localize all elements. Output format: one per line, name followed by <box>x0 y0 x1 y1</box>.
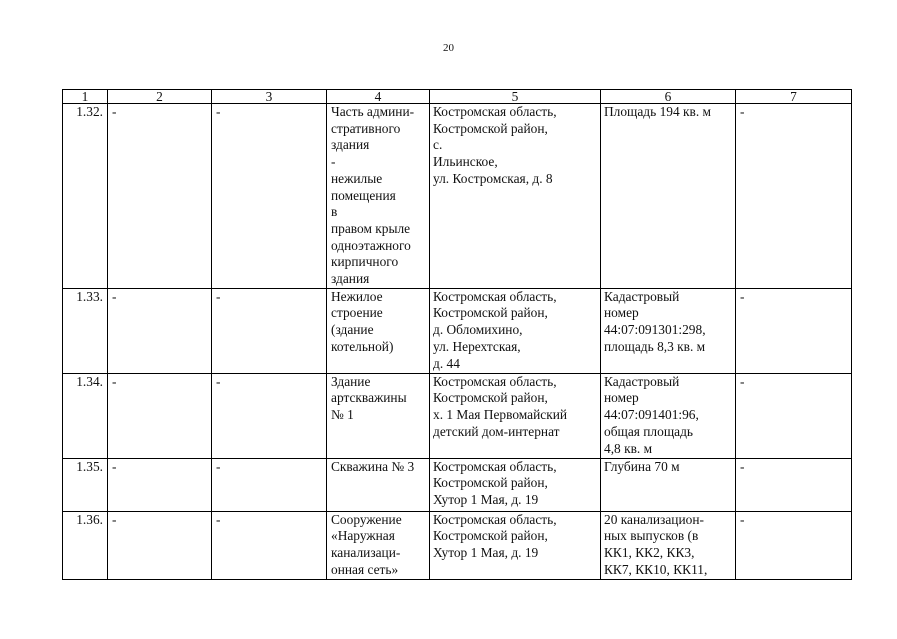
cell-object-name <box>327 511 430 579</box>
address-line: Костромская область, <box>433 373 557 389</box>
name-line: Здание <box>331 373 371 389</box>
address-line: Костромской район, <box>433 390 548 406</box>
cell-description <box>601 511 736 579</box>
table-row <box>63 458 852 511</box>
address-line: Ильинское, <box>433 154 498 170</box>
description-line: ных выпусков (в <box>604 528 699 544</box>
cell-object-name <box>327 288 430 373</box>
cell-object-name <box>327 104 430 289</box>
description-line: Кадастровый <box>604 373 680 389</box>
cell-address <box>430 458 601 511</box>
cell-col7: - <box>736 458 852 511</box>
name-line: правом крыле <box>331 220 411 236</box>
cell-col2: - <box>108 511 212 579</box>
cell-description <box>601 458 736 511</box>
header-col-6: 6 <box>601 90 736 104</box>
cell-address <box>430 104 601 289</box>
cell-object-name <box>327 458 430 511</box>
cell-col7: - <box>736 511 852 579</box>
cell-col2: - <box>108 288 212 373</box>
cell-address <box>430 511 601 579</box>
name-line: нежилые <box>331 170 383 186</box>
address-line-wrap <box>433 137 597 170</box>
cell-description <box>601 373 736 458</box>
address-line: ул. Нерехтская, <box>433 338 521 354</box>
name-line: онная сеть» <box>331 561 399 577</box>
address-line: Костромская область, <box>433 458 557 474</box>
cell-col3: - <box>212 104 327 289</box>
cell-address <box>430 373 601 458</box>
address-line: Костромская область, <box>433 104 557 119</box>
name-in: в <box>331 204 338 220</box>
property-table <box>62 89 852 580</box>
table-row <box>63 511 852 579</box>
cell-description <box>601 104 736 289</box>
name-line: котельной) <box>331 338 394 354</box>
cell-description <box>601 288 736 373</box>
table-row <box>63 288 852 373</box>
description-line: КК1, КК2, КК3, <box>604 545 695 561</box>
description-line: Площадь 194 кв. м <box>604 104 712 119</box>
address-line: Костромская область, <box>433 511 557 527</box>
name-line: строение <box>331 305 383 321</box>
cell-col7: - <box>736 373 852 458</box>
header-col-3: 3 <box>212 90 327 104</box>
address-line: Костромской район, <box>433 528 548 544</box>
description-line: Глубина 70 м <box>604 458 680 474</box>
address-line: Хутор 1 Мая, д. 19 <box>433 492 539 508</box>
address-line: Костромская область, <box>433 288 557 304</box>
description-line: общая площадь <box>604 423 693 439</box>
address-line: Костромской район, <box>433 305 548 321</box>
name-line: помещения <box>331 187 396 203</box>
address-line: х. 1 Мая Первомайский <box>433 407 568 423</box>
name-line: Часть админи- <box>331 104 415 119</box>
address-line: Костромской район, <box>433 120 548 136</box>
cell-col2: - <box>108 373 212 458</box>
cell-col3: - <box>212 458 327 511</box>
header-col-2: 2 <box>108 90 212 104</box>
header-col-5: 5 <box>430 90 601 104</box>
description-line: КК7, КК10, КК11, <box>604 561 708 577</box>
description-line: 44:07:091401:96, <box>604 407 699 423</box>
name-line: № 1 <box>331 407 354 423</box>
address-line: с. <box>433 137 443 153</box>
cell-address <box>430 288 601 373</box>
name-line: канализаци- <box>331 545 401 561</box>
name-line: Сооружение <box>331 511 402 527</box>
cell-col2: - <box>108 458 212 511</box>
name-line-wrap <box>331 188 426 221</box>
header-row <box>63 90 852 104</box>
cell-object-name <box>327 373 430 458</box>
address-line: ул. Костромская, д. 8 <box>433 170 553 186</box>
name-line: здания <box>331 137 370 153</box>
address-line: Костромской район, <box>433 475 548 491</box>
row-number: 1.32. <box>63 104 108 289</box>
row-number: 1.33. <box>63 288 108 373</box>
address-line: Хутор 1 Мая, д. 19 <box>433 545 539 561</box>
name-line: одноэтажного <box>331 237 411 253</box>
cell-col3: - <box>212 511 327 579</box>
name-line: Нежилое <box>331 288 383 304</box>
name-dash: - <box>331 154 336 170</box>
address-line: детский дом-интернат <box>433 423 560 439</box>
description-line: номер <box>604 305 639 321</box>
description-line: Кадастровый <box>604 288 680 304</box>
description-line: площадь 8,3 кв. м <box>604 338 706 354</box>
cell-col7: - <box>736 288 852 373</box>
cell-col3: - <box>212 288 327 373</box>
description-line: номер <box>604 390 639 406</box>
cell-col2: - <box>108 104 212 289</box>
header-col-1: 1 <box>63 90 108 104</box>
cell-col3: - <box>212 373 327 458</box>
address-line: д. Обломихино, <box>433 322 523 338</box>
table-row <box>63 104 852 289</box>
cell-col7: - <box>736 104 852 289</box>
name-line: артскважины <box>331 390 407 406</box>
page-number: 20 <box>443 42 454 54</box>
name-line: стративного <box>331 120 401 136</box>
row-number: 1.34. <box>63 373 108 458</box>
header-col-4: 4 <box>327 90 430 104</box>
name-line: здания <box>331 271 370 287</box>
name-line: Скважина № 3 <box>331 458 415 474</box>
name-line: (здание <box>331 322 374 338</box>
header-col-7: 7 <box>736 90 852 104</box>
description-line: 20 канализацион- <box>604 511 704 527</box>
description-line: 4,8 кв. м <box>604 440 653 456</box>
table-row <box>63 373 852 458</box>
name-line-wrap <box>331 137 426 170</box>
row-number: 1.36. <box>63 511 108 579</box>
name-line: «Наружная <box>331 528 395 544</box>
description-line: 44:07:091301:298, <box>604 322 706 338</box>
name-line: кирпичного <box>331 254 399 270</box>
row-number: 1.35. <box>63 458 108 511</box>
address-line: д. 44 <box>433 355 460 371</box>
